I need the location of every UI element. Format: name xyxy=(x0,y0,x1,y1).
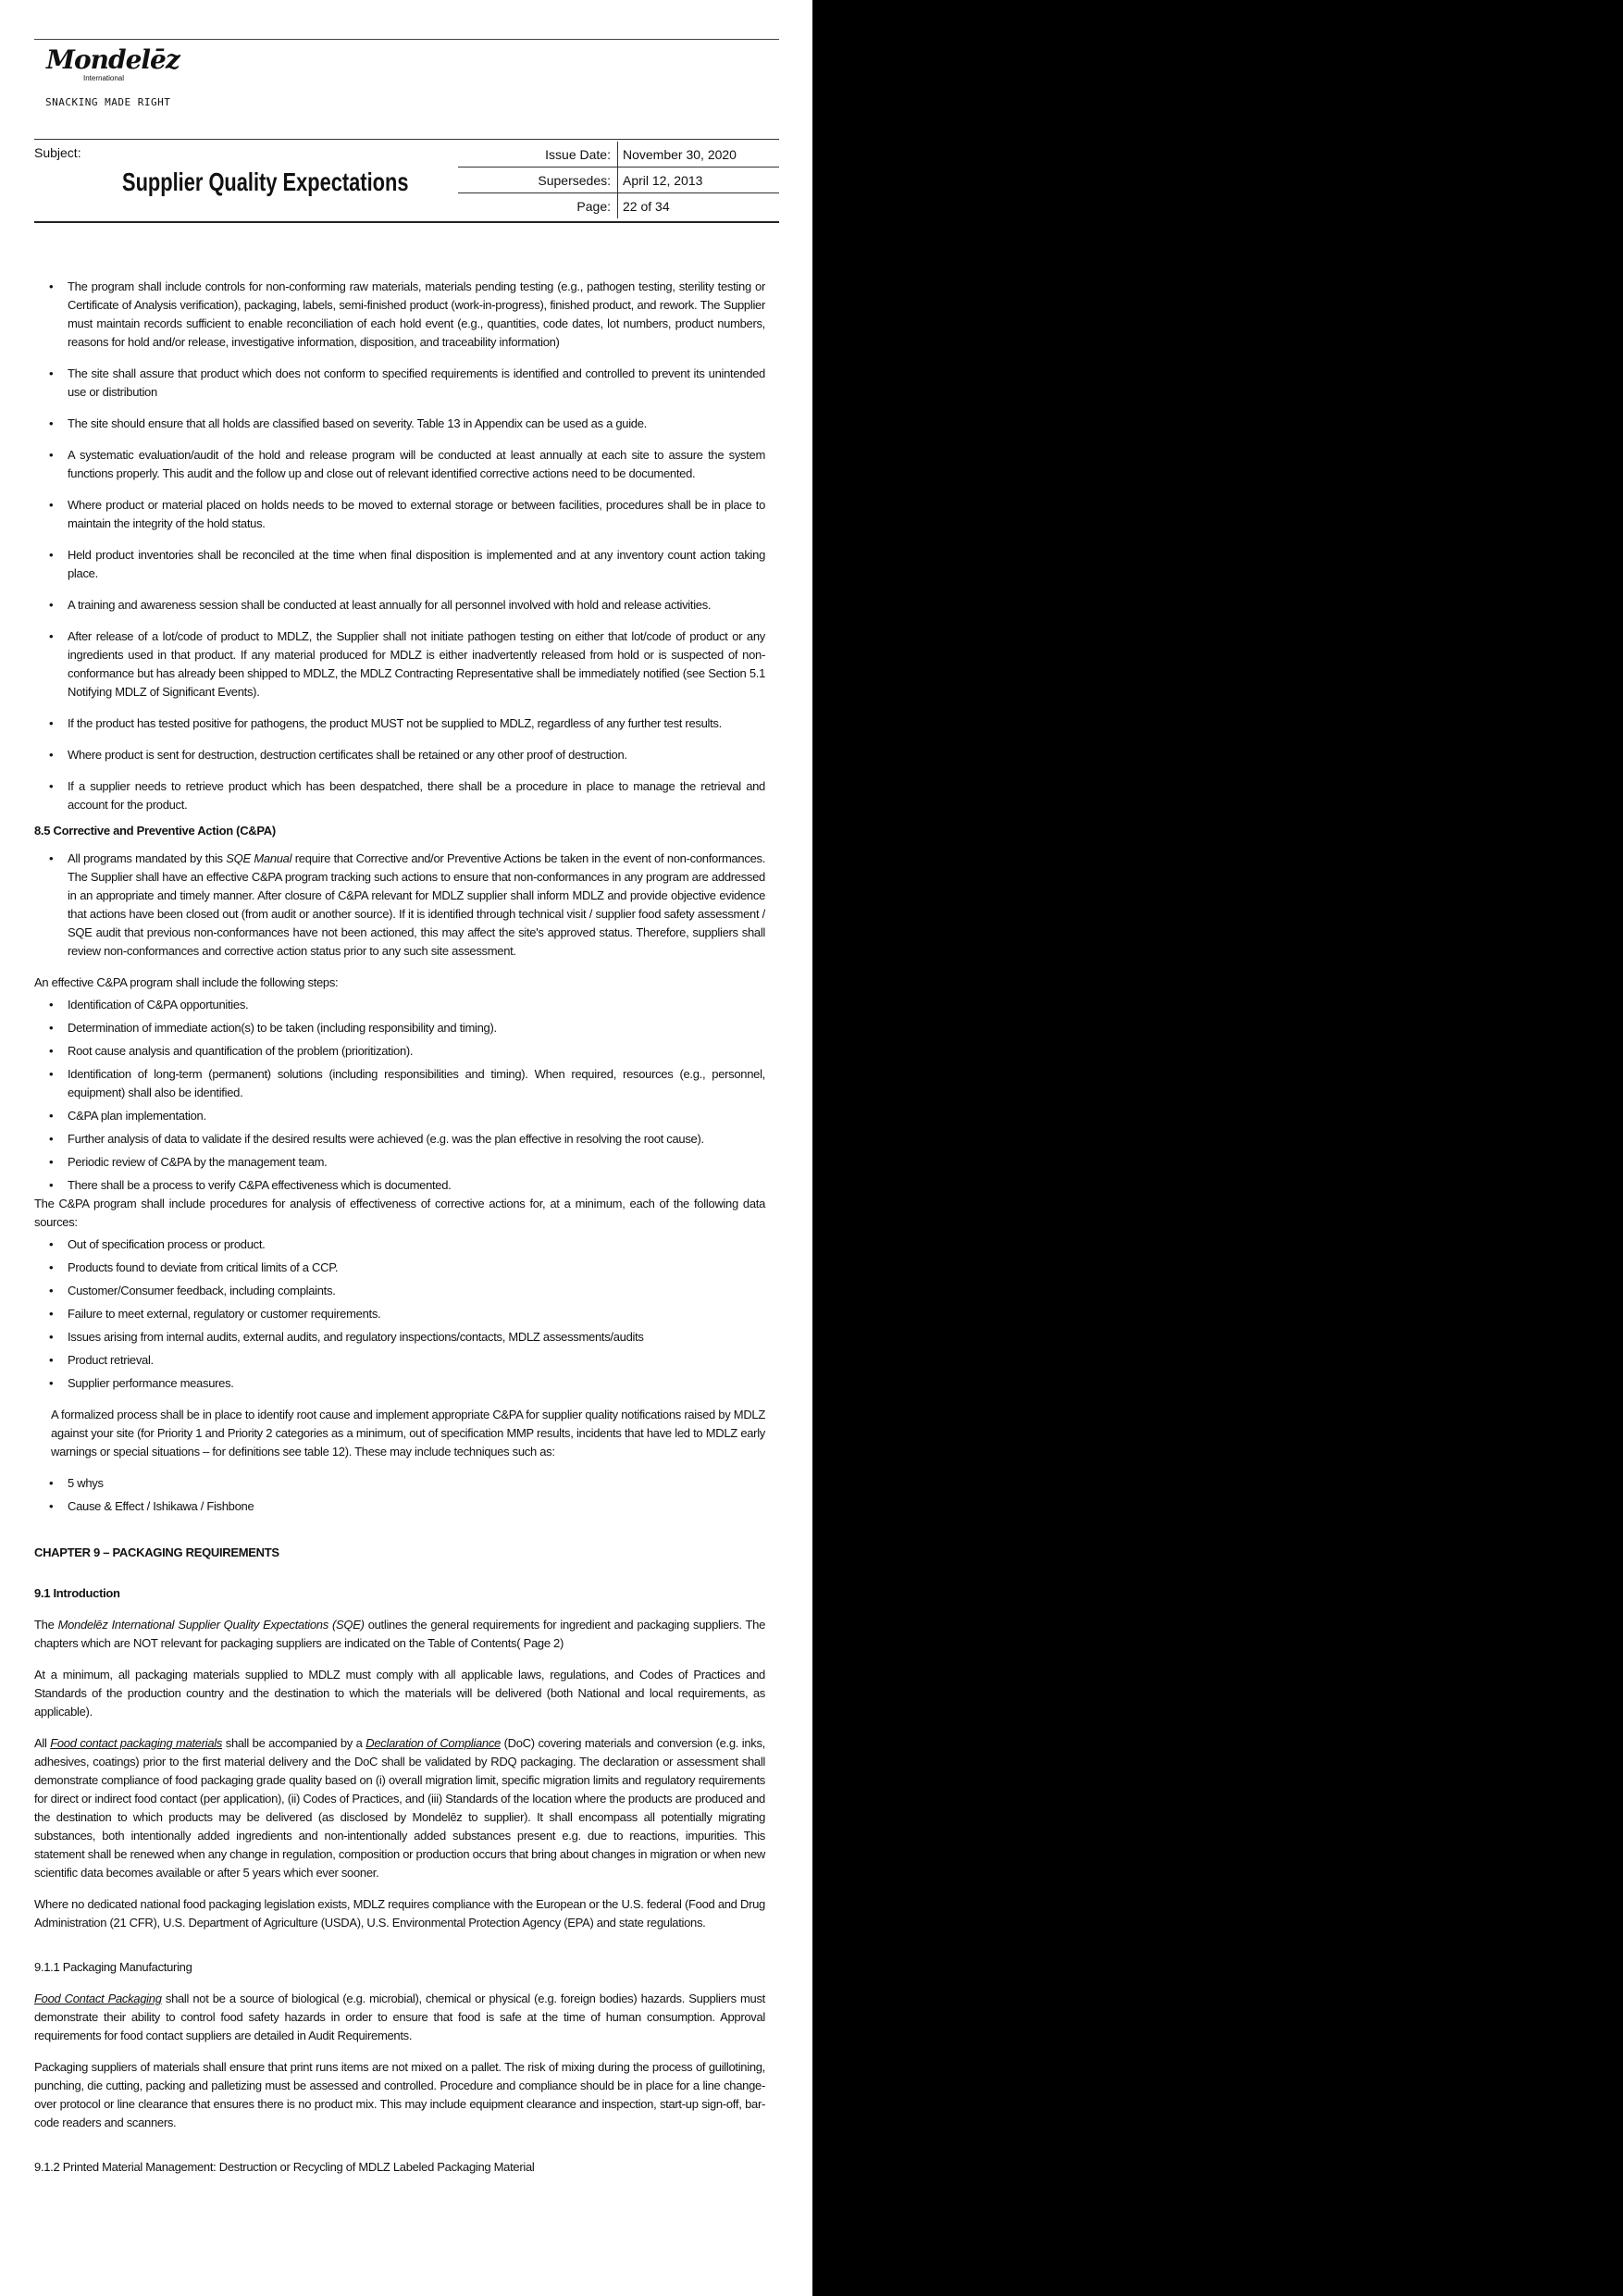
cpa-bullet-text-b: require that Corrective and/or Preventive Actions be taken in the event of non-conformances. The Supplier shall have an effective C&PA program tracking such actions to ensure that non-conformances in any program are addressed in an appropriate and timely manner. After closure of C&PA relevant for MDLZ supplier shall inform MDLZ and provide objective evidence that actions have been closed out (from audit or another source). If it is identified through technical visit / supplier food safety assessment / SQE audit that previous non-conformances have not been actioned, this may affect the site's approved status. Therefore, suppliers shall review non-conformances and corrective action status prior to any such site assessment. xyxy=(68,851,766,958)
list-item: • After release of a lot/code of product to MDLZ, the Supplier shall not initiate pathogen testing on either that lot/code of product or any ingredients used in that product. If any material produced for MDLZ is either inadvertently released from hold or is suspected of non-conformance but has already been shipped to MDLZ, the MDLZ Contracting Representative shall be immediately notified (see Section 5.1 Notifying MDLZ of Significant Events). xyxy=(68,627,765,701)
logo-sub: International xyxy=(83,74,125,82)
list-item: • Held product inventories shall be reconciled at the time when final disposition is implemented and at any inventory count action taking place. xyxy=(68,546,765,583)
issue-date-label: Issue Date: xyxy=(458,142,618,167)
list-item: • A training and awareness session shall be conducted at least annually for all personnel involved with hold and release activities. xyxy=(68,596,765,614)
list-item: • Products found to deviate from critical limits of a CCP. xyxy=(68,1259,765,1277)
hold-release-list xyxy=(34,278,765,814)
cpa-bullet-text-a: All programs mandated by this xyxy=(68,851,227,865)
list-item: • 5 whys xyxy=(68,1474,765,1493)
formal-process-paragraph: A formalized process shall be in place to identify root cause and implement appropriate C&PA for supplier quality notifications raised by MDLZ against your site (for Priority 1 and Priority 2 categories as a minimum, out of specification MMP results, incidents that have led to MDLZ early warnings or special situations – for definitions see table 12). These may include techniques such as: xyxy=(51,1408,765,1458)
food-contact-paragraph xyxy=(34,1990,765,2045)
doc-text-c: (DoC) covering materials and conversion (e.g. inks, adhesives, coatings) prior to the first material delivery and the DoC shall be validated by RDQ packaging. The declaration or assessment shall demonstrate compliance of food packaging grade quality based on (i) overall migration limit, specific migration limits and regulatory requirements for direct or indirect food contact (per application), (ii) Codes of Practices, and (iii) Standards of the location where the products are produced and the destination to which products may be delivered (as disclosed by Mondelēz to supplier). It shall encompass all potentially migrating substances, both intentionally added ingredients and non-intentionally added substances present e.g. due to reactions, impurities. This statement shall be renewed when any change in regulation, composition or production occurs that bring about changes in migration or when new scientific data becomes available or after 5 years which ever sooner. xyxy=(34,1736,765,1880)
issue-date-value: November 30, 2020 xyxy=(623,146,737,162)
list-item: • Identification of long-term (permanent) solutions (including responsibilities and timing). When required, resources (e.g., personnel, equipment) shall also be identified. xyxy=(68,1065,765,1102)
declaration-link[interactable]: Declaration of Compliance xyxy=(365,1736,501,1750)
list-item: • Identification of C&PA opportunities. xyxy=(68,996,765,1014)
subject-label: Subject: xyxy=(34,145,81,160)
intro-text-a: The xyxy=(34,1618,58,1632)
list-item: • Customer/Consumer feedback, including complaints. xyxy=(68,1282,765,1300)
sqe-manual-italic: SQE Manual xyxy=(226,851,292,865)
document-title: Supplier Quality Expectations xyxy=(122,168,409,196)
section-8-5-heading: 8.5 Corrective and Preventive Action (C&PA) xyxy=(34,824,276,838)
list-item: • The site shall assure that product which does not conform to specified requirements is identified and controlled to prevent its unintended use or distribution xyxy=(68,365,765,402)
header-meta-table xyxy=(458,142,779,218)
supersedes-label: Supersedes: xyxy=(458,168,618,192)
list-item: • Issues arising from internal audits, external audits, and regulatory inspections/contacts, MDLZ assessments/audits xyxy=(68,1328,765,1347)
list-item: • Out of specification process or product. xyxy=(68,1235,765,1254)
list-item: • The program shall include controls for non-conforming raw materials, materials pending testing (e.g., pathogen testing, sterility testing or Certificate of Analysis verification), packaging, labels, semi-finished product (work-in-progress), finished product, and rework. The Supplier must maintain records sufficient to enable reconciliation of each hold event (e.g., quantities, code dates, lot numbers, product numbers, reasons for hold and/or release, investigative information, disposition, and traceability information) xyxy=(68,278,765,352)
fcp-text: shall not be a source of biological (e.g. microbial), chemical or physical (e.g. foreign bodies) hazards. Suppliers must demonstrate their ability to control food safety hazards in order to ensure that food is safe at the time of human consumption. Approval requirements for food contact suppliers are detailed in Audit Requirements. xyxy=(34,1992,765,2042)
section-9-1-2-heading: 9.1.2 Printed Material Management: Destruction or Recycling of MDLZ Labeled Packaging Material xyxy=(34,2160,535,2174)
doc-paragraph xyxy=(34,1734,765,1882)
document-header xyxy=(34,139,779,223)
intro-text-b: outlines the general requirements for ingredient and packaging suppliers. The chapters which are NOT relevant for packaging suppliers are indicated on the Table of Contents( Page 2) xyxy=(34,1618,765,1650)
cpa-steps-list xyxy=(34,996,765,1195)
company-logo xyxy=(46,46,180,82)
regulation-paragraph: Where no dedicated national food packaging legislation exists, MDLZ requires compliance with the European or the U.S. federal (Food and Drug Administration (21 CFR), U.S. Department of Agriculture (USDA), U.S. Environmental Protection Agency (EPA) and state regulations. xyxy=(34,1897,765,1930)
list-item: • Where product is sent for destruction, destruction certificates shall be retained or any other proof of destruction. xyxy=(68,746,765,764)
logo-brand: Mondelēz xyxy=(46,44,180,75)
sqe-title-italic: Mondelēz International Supplier Quality Expectations (SQE) xyxy=(57,1618,365,1632)
page-label: Page: xyxy=(458,193,618,218)
list-item: • Root cause analysis and quantification of the problem (prioritization). xyxy=(68,1042,765,1061)
list-item: • Where product or material placed on holds needs to be moved to external storage or between facilities, procedures shall be in place to maintain the integrity of the hold status. xyxy=(68,496,765,533)
list-item: • Failure to meet external, regulatory or customer requirements. xyxy=(68,1305,765,1323)
list-item: • There shall be a process to verify C&PA effectiveness which is documented. xyxy=(68,1176,765,1195)
list-item: • Product retrieval. xyxy=(68,1351,765,1370)
cpa-sources-list xyxy=(34,1235,765,1393)
food-contact-packaging-link[interactable]: Food Contact Packaging xyxy=(34,1992,162,2005)
section-9-1-heading: 9.1 Introduction xyxy=(34,1586,120,1600)
intro-paragraph xyxy=(34,1616,765,1653)
techniques-list xyxy=(34,1474,765,1516)
issue-date-row xyxy=(458,142,779,168)
list-item: • If a supplier needs to retrieve product which has been despatched, there shall be a procedure in place to manage the retrieval and account for the product. xyxy=(68,777,765,814)
black-panel xyxy=(812,0,1623,2296)
top-rule xyxy=(34,39,779,40)
list-item: • Determination of immediate action(s) to be taken (including responsibility and timing). xyxy=(68,1019,765,1037)
list-item: • The site should ensure that all holds are classified based on severity. Table 13 in Appendix can be used as a guide. xyxy=(68,415,765,433)
print-run-paragraph: Packaging suppliers of materials shall ensure that print runs items are not mixed on a pallet. The risk of mixing during the process of guillotining, punching, die cutting, packing and palletizing must be assessed and controlled. Procedure and compliance should be in place for a line change-over protocol or line clearance that ensures there is no product mix. This may include equipment clearance and inspection, start-up sign-off, bar-code readers and scanners. xyxy=(34,2060,765,2129)
page-value: 22 of 34 xyxy=(623,198,670,214)
list-item: • A systematic evaluation/audit of the hold and release program will be conducted at least annually at each site to assure the system functions properly. This audit and the follow up and close out of relevant identified corrective actions need to be documented. xyxy=(68,446,765,483)
list-item: • C&PA plan implementation. xyxy=(68,1107,765,1125)
list-item: • Periodic review of C&PA by the management team. xyxy=(68,1153,765,1172)
document-body xyxy=(34,278,765,2188)
supersedes-value: April 12, 2013 xyxy=(623,172,703,188)
page-row xyxy=(458,193,779,218)
list-item: • Cause & Effect / Ishikawa / Fishbone xyxy=(68,1497,765,1516)
doc-text-a: All xyxy=(34,1736,51,1750)
cpa-steps-lead: An effective C&PA program shall include the following steps: xyxy=(34,975,339,989)
section-9-1-1-heading: 9.1.1 Packaging Manufacturing xyxy=(34,1960,192,1974)
list-item: • If the product has tested positive for pathogens, the product MUST not be supplied to MDLZ, regardless of any further test results. xyxy=(68,714,765,733)
list-item: • Further analysis of data to validate if the desired results were achieved (e.g. was the plan effective in resolving the root cause). xyxy=(68,1130,765,1148)
minimum-compliance-paragraph: At a minimum, all packaging materials supplied to MDLZ must comply with all applicable laws, regulations, and Codes of Practices and Standards of the production country and the destination to which the materials will be delivered (both National and local requirements, as applicable). xyxy=(34,1668,765,1719)
chapter-9-heading: CHAPTER 9 – PACKAGING REQUIREMENTS xyxy=(34,1545,279,1559)
food-contact-link[interactable]: Food contact packaging materials xyxy=(50,1736,223,1750)
list-item xyxy=(68,850,765,961)
cpa-sources-lead: The C&PA program shall include procedures for analysis of effectiveness of corrective actions for, at a minimum, each of the following data sources: xyxy=(34,1197,765,1229)
cpa-intro-list xyxy=(34,850,765,961)
list-item: • Supplier performance measures. xyxy=(68,1374,765,1393)
doc-text-b: shall be accompanied by a xyxy=(222,1736,366,1750)
supersedes-row xyxy=(458,168,779,193)
logo-tagline: SNACKING MADE RIGHT xyxy=(45,96,171,108)
